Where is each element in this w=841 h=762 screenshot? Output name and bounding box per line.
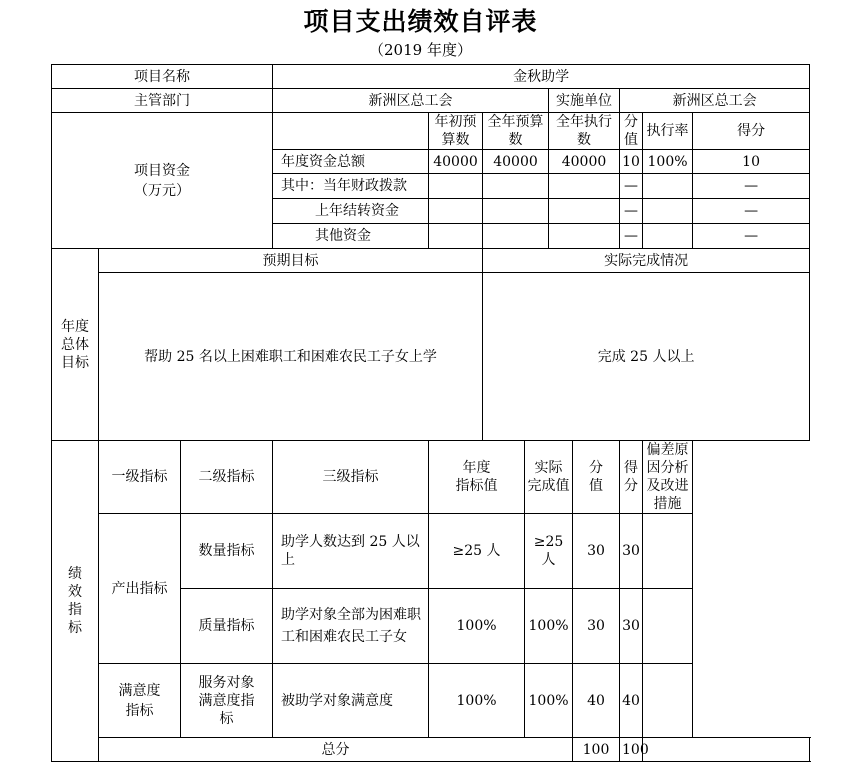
goals-label: 年度 总体 目标 — [52, 249, 99, 441]
evaluation-table — [51, 64, 810, 762]
funds-cell: — — [620, 174, 643, 199]
project-name-value: 金秋助学 — [273, 65, 810, 89]
indicator-level3: 助学人数达到 25 人以上 — [273, 514, 429, 589]
funds-cell: 40000 — [483, 150, 549, 174]
funds-cell: — — [693, 224, 810, 249]
funds-row-label: 其中：当年财政拨款 — [273, 174, 429, 199]
indicator-analysis — [643, 664, 693, 738]
indicator-level3: 被助学对象满意度 — [273, 664, 429, 738]
total-analysis — [643, 738, 810, 762]
indicator-level2: 质量指标 — [181, 589, 273, 664]
funds-cell — [549, 224, 620, 249]
project-name-label: 项目名称 — [52, 65, 273, 89]
funds-cell: 10 — [693, 150, 810, 174]
funds-cell: — — [620, 199, 643, 224]
department-row — [52, 89, 810, 113]
satisfaction-indicator-label: 满意度 指标 — [99, 664, 181, 738]
indicator-analysis — [643, 589, 693, 664]
header-level2: 二级指标 — [181, 441, 273, 514]
actual-completion-header: 实际完成情况 — [483, 249, 810, 273]
page-title: 项目支出绩效自评表 — [303, 7, 538, 36]
funds-cell: 10 — [620, 150, 643, 174]
funds-cell — [429, 224, 483, 249]
goals-header-row — [52, 249, 810, 273]
funds-cell: — — [693, 199, 810, 224]
funds-cell — [549, 199, 620, 224]
funds-cell — [429, 174, 483, 199]
header-level3: 三级指标 — [273, 441, 429, 514]
indicator-score: 40 — [620, 664, 643, 738]
page-subtitle: （2019 年度） — [369, 41, 472, 59]
indicator-target: 100% — [429, 589, 525, 664]
indicator-actual: ≥25 人 — [525, 514, 573, 589]
funds-cell: 40000 — [429, 150, 483, 174]
funds-cell — [643, 174, 693, 199]
funds-header-annual-budget: 全年预算数 — [483, 113, 549, 150]
total-label: 总分 — [99, 738, 573, 762]
indicator-score: 30 — [620, 514, 643, 589]
indicator-target: ≥25 人 — [429, 514, 525, 589]
funds-cell: 100% — [643, 150, 693, 174]
funds-cell — [643, 224, 693, 249]
expected-goal-header: 预期目标 — [99, 249, 483, 273]
indicator-target: 100% — [429, 664, 525, 738]
indicator-level3: 助学对象全部为困难职 工和困难农民工子女 — [273, 589, 429, 664]
department-label: 主管部门 — [52, 89, 273, 113]
indicator-analysis — [643, 514, 693, 589]
header-target: 年度 指标值 — [429, 441, 525, 514]
department-value: 新洲区总工会 — [273, 89, 549, 113]
funds-header-initial-budget: 年初预算数 — [429, 113, 483, 150]
funds-label: 项目资金 （万元） — [52, 113, 273, 249]
header-actual: 实际 完成值 — [525, 441, 573, 514]
indicator-value: 40 — [573, 664, 620, 738]
indicator-value: 30 — [573, 514, 620, 589]
funds-header-execution-rate: 执行率 — [643, 113, 693, 150]
header-level1: 一级指标 — [99, 441, 181, 514]
funds-cell: — — [693, 174, 810, 199]
expected-goal-text: 帮助 25 名以上困难职工和困难农民工子女上学 — [99, 273, 483, 441]
funds-row-label: 上年结转资金 — [273, 199, 429, 224]
funds-cell — [483, 199, 549, 224]
header-score-value: 分 值 — [573, 441, 620, 514]
indicator-row — [52, 514, 810, 589]
funds-header-annual-execution: 全年执行数 — [549, 113, 620, 150]
funds-cell — [429, 199, 483, 224]
header-score: 得 分 — [620, 441, 643, 514]
funds-cell: 40000 — [549, 150, 620, 174]
output-indicator-label: 产出指标 — [99, 514, 181, 664]
funds-cell — [549, 174, 620, 199]
total-score: 100 — [620, 738, 643, 762]
performance-header-row — [52, 441, 810, 514]
total-row — [52, 738, 810, 762]
indicator-actual: 100% — [525, 589, 573, 664]
implementing-unit-value: 新洲区总工会 — [620, 89, 810, 113]
funds-cell: — — [620, 224, 643, 249]
funds-cell — [643, 199, 693, 224]
funds-header-score: 得分 — [693, 113, 810, 150]
funds-cell — [483, 224, 549, 249]
funds-header-row — [52, 113, 810, 150]
goals-content-row — [52, 273, 810, 441]
funds-row-label: 其他资金 — [273, 224, 429, 249]
header-analysis: 偏差原因分析 及改进措施 — [643, 441, 693, 514]
indicator-row — [52, 664, 810, 738]
funds-cell — [483, 174, 549, 199]
indicator-level2: 数量指标 — [181, 514, 273, 589]
actual-completion-text: 完成 25 人以上 — [483, 273, 810, 441]
performance-label: 绩 效 指 标 — [52, 441, 99, 762]
total-value: 100 — [573, 738, 620, 762]
funds-header-blank — [273, 113, 429, 150]
indicator-actual: 100% — [525, 664, 573, 738]
implementing-unit-label: 实施单位 — [549, 89, 620, 113]
indicator-value: 30 — [573, 589, 620, 664]
indicator-level2: 服务对象 满意度指 标 — [181, 664, 273, 738]
funds-row-label: 年度资金总额 — [273, 150, 429, 174]
project-name-row — [52, 65, 810, 89]
indicator-score: 30 — [620, 589, 643, 664]
funds-header-score-value: 分值 — [620, 113, 643, 150]
